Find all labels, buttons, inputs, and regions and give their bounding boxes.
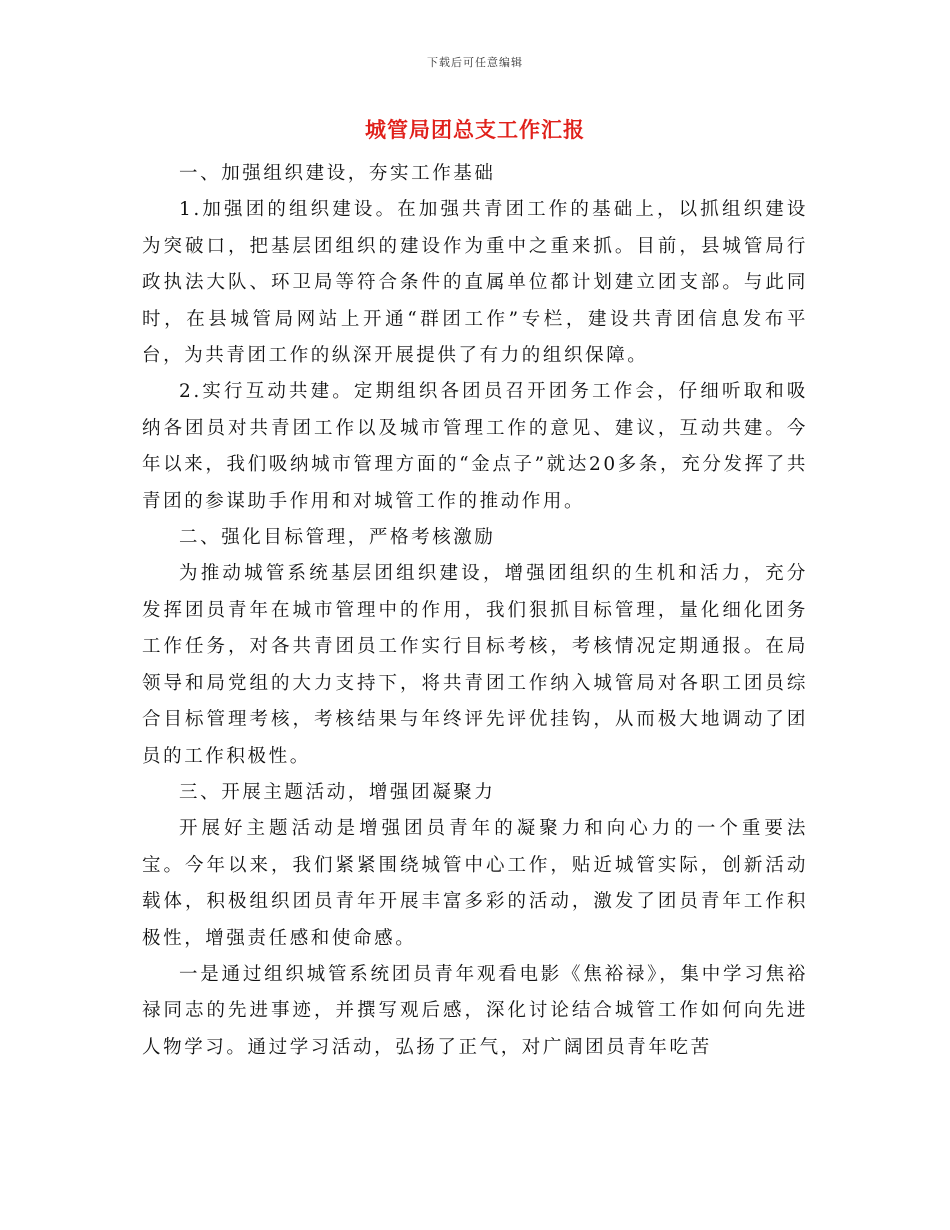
- header-note: 下载后可任意编辑: [427, 56, 523, 69]
- paragraph-2: 2.实行互动共建。定期组织各团员召开团务工作会，仔细听取和吸纳各团员对共青团工作以及城市管理工作的意见、建议，互动共建。今年以来，我们吸纳城市管理方面的“金点子”就达20多条，充分发挥了共青团的参谋助手作用和对城管工作的推动作用。: [142, 381, 808, 512]
- document-body: [142, 156, 808, 1066]
- paragraph-5: 一是通过组织城管系统团员青年观看电影《焦裕禄》，集中学习焦裕禄同志的先进事迹，并撰写观后感，深化讨论结合城管工作如何向先进人物学习。通过学习活动，弘扬了正气，对广阔团员青年吃苦: [142, 963, 808, 1058]
- paragraph-3: 为推动城管系统基层团组织建设，增强团组织的生机和活力，充分发挥团员青年在城市管理中的作用，我们狠抓目标管理，量化细化团务工作任务，对各共青团员工作实行目标考核，考核情况定期通报。在局领导和局党组的大力支持下，将共青团工作纳入城管局对各职工团员综合目标管理考核，考核结果与年终评先评优挂钩，从而极大地调动了团员的工作积极性。: [142, 563, 808, 767]
- section-heading-3: 三、开展主题活动，增强团凝聚力: [179, 781, 496, 803]
- paragraph-4: 开展好主题活动是增强团员青年的凝聚力和向心力的一个重要法宝。今年以来，我们紧紧围绕城管中心工作，贴近城管实际，创新活动载体，积极组织团员青年开展丰富多彩的活动，激发了团员青年工作积极性，增强责任感和使命感。: [142, 818, 808, 949]
- section-heading-2: 二、强化目标管理，严格考核激励: [179, 527, 496, 549]
- section-heading-1: 一、加强组织建设，夯实工作基础: [179, 163, 496, 184]
- paragraph-1: 1.加强团的组织建设。在加强共青团工作的基础上，以抓组织建设为突破口，把基层团组织的建设作为重中之重来抓。目前，县城管局行政执法大队、环卫局等符合条件的直属单位都计划建立团支部。与此同时，在县城管局网站上开通“群团工作”专栏，建设共青团信息发布平台，为共青团工作的纵深开展提供了有力的组织保障。: [142, 199, 808, 367]
- document-title: 城管局团总支工作汇报: [365, 118, 585, 142]
